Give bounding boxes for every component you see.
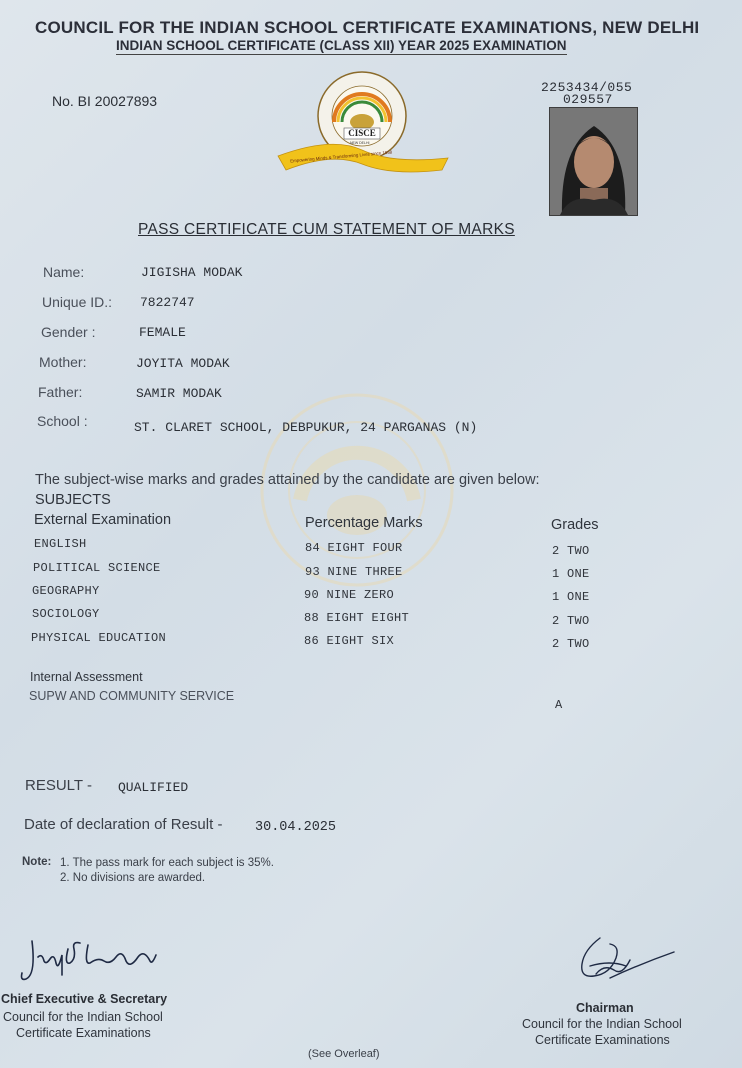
mother-value: JOYITA MODAK [136, 356, 230, 371]
subject-marks: 90 NINE ZERO [304, 588, 395, 602]
subject-name: POLITICAL SCIENCE [33, 561, 161, 575]
subject-name: PHYSICAL EDUCATION [31, 631, 167, 645]
declaration-label: Date of declaration of Result - [24, 816, 223, 833]
subject-marks: 84 EIGHT FOUR [305, 541, 403, 555]
subject-name: SOCIOLOGY [32, 607, 100, 621]
see-overleaf: (See Overleaf) [308, 1048, 380, 1060]
cisce-logo [272, 70, 452, 180]
grades-heading: Grades [551, 517, 599, 533]
subject-grade: 1 ONE [552, 590, 590, 604]
exam-heading: INDIAN SCHOOL CERTIFICATE (CLASS XII) YEAR 2025 EXAMINATION [116, 38, 567, 53]
school-label: School : [37, 413, 88, 429]
internal-heading: Internal Assessment [30, 670, 143, 684]
uid-value: 7822747 [140, 295, 195, 310]
subject-grade: 2 TWO [552, 614, 590, 628]
gender-value: FEMALE [139, 325, 186, 340]
notes-label: Note: [22, 856, 52, 868]
subject-grade: 2 TWO [552, 637, 590, 651]
result-label: RESULT - [25, 777, 92, 794]
subject-grade: 1 ONE [552, 567, 590, 581]
intro-text: The subject-wise marks and grades attained by the candidate are given below: [35, 472, 540, 488]
gender-label: Gender : [41, 324, 96, 340]
mother-label: Mother: [39, 354, 87, 370]
school-value: ST. CLARET SCHOOL, DEBPUKUR, 24 PARGANAS (N) [134, 420, 478, 435]
subject-marks: 88 EIGHT EIGHT [304, 611, 410, 625]
result-value: QUALIFIED [118, 780, 189, 795]
internal-subject: SUPW AND COMMUNITY SERVICE [29, 689, 235, 703]
chief-executive-signature [18, 935, 168, 985]
declaration-date: 30.04.2025 [255, 820, 337, 835]
percentage-heading: Percentage Marks [305, 515, 423, 531]
uid-label: Unique ID.: [42, 294, 113, 310]
external-heading: External Examination [34, 512, 172, 528]
note-item: 2. No divisions are awarded. [60, 872, 206, 884]
certificate-title: PASS CERTIFICATE CUM STATEMENT OF MARKS [138, 221, 515, 238]
subject-grade: 2 TWO [552, 544, 590, 558]
name-label: Name: [43, 264, 85, 280]
code-line-2: 029557 [563, 92, 613, 107]
code-line-1: 2253434/055 [541, 80, 633, 95]
logo-ribbon-text: Empowering Minds & Transforming Lives since 1958 [289, 149, 393, 164]
note-item: 1. The pass mark for each subject is 35%. [60, 857, 274, 869]
cisce-emblem-icon [272, 70, 452, 180]
right-signatory-title: Chairman [576, 1001, 634, 1015]
subject-name: GEOGRAPHY [32, 584, 100, 598]
right-signatory-line: Certificate Examinations [535, 1033, 670, 1047]
logo-acronym: CISCE [348, 128, 376, 138]
father-value: SAMIR MODAK [136, 386, 222, 401]
right-signatory-line: Council for the Indian School [522, 1017, 682, 1031]
left-signatory-line: Council for the Indian School [3, 1010, 163, 1024]
logo-city: NEW DELHI [350, 141, 370, 145]
left-signatory-title: Chief Executive & Secretary [1, 992, 168, 1006]
subject-name: ENGLISH [34, 537, 87, 551]
name-value: JIGISHA MODAK [141, 265, 243, 280]
certificate-number: No. BI 20027893 [52, 93, 158, 109]
subject-marks: 93 NINE THREE [305, 565, 403, 579]
subjects-heading: SUBJECTS [35, 492, 111, 508]
candidate-photo [549, 107, 638, 216]
subject-marks: 86 EIGHT SIX [304, 634, 395, 648]
father-label: Father: [38, 384, 83, 400]
internal-grade: A [555, 698, 563, 712]
council-heading: COUNCIL FOR THE INDIAN SCHOOL CERTIFICATE EXAMINATIONS, NEW DELHI [35, 18, 700, 37]
left-signatory-line: Certificate Examinations [16, 1026, 151, 1040]
chairman-signature [570, 930, 680, 995]
